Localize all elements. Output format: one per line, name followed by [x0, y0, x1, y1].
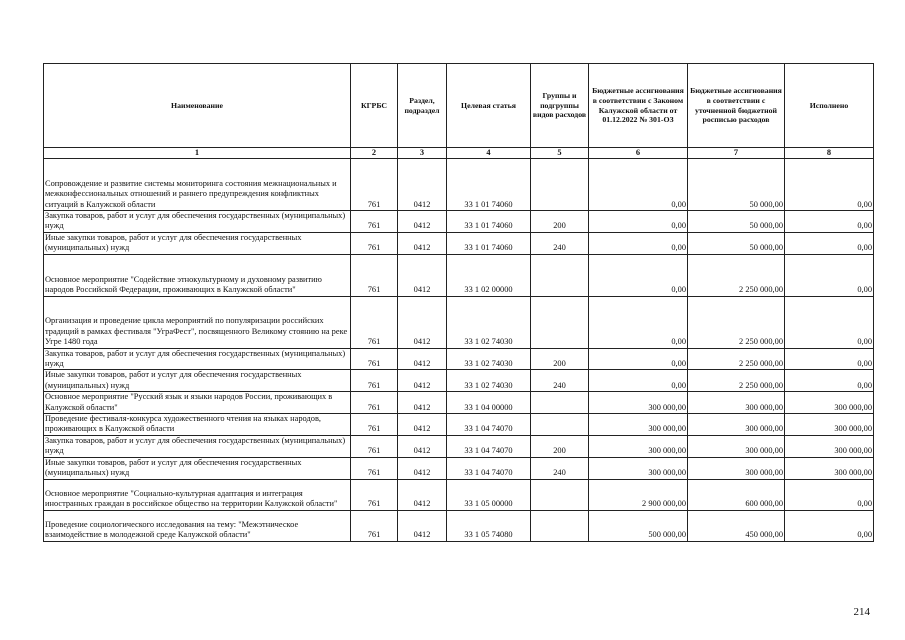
row-expense-group: 240	[531, 457, 589, 479]
row-plan-allocation: 2 250 000,00	[688, 348, 785, 370]
row-target-article: 33 1 04 74070	[447, 414, 531, 436]
row-name: Основное мероприятие "Содействие этнокультурному и духовному развитию народов Российской Федерации, проживающих в Калужской области"	[44, 254, 351, 296]
header-plan-allocation: Бюджетные ассигнования в соответствии с уточненной бюджетной росписью расходов	[688, 64, 785, 148]
row-target-article: 33 1 02 00000	[447, 254, 531, 296]
row-kgrbs: 761	[351, 392, 398, 414]
row-name: Основное мероприятие "Социально-культурная адаптация и интеграция иностранных граждан в российское общество на территории Калужской области"	[44, 479, 351, 510]
row-executed: 300 000,00	[785, 435, 874, 457]
header-kgrbs: КГРБС	[351, 64, 398, 148]
row-name: Закупка товаров, работ и услуг для обеспечения государственных (муниципальных) нужд	[44, 348, 351, 370]
row-kgrbs: 761	[351, 211, 398, 233]
row-law-allocation: 300 000,00	[589, 392, 688, 414]
column-number: 2	[351, 148, 398, 159]
table-row	[44, 254, 874, 296]
column-number-row	[44, 148, 874, 159]
row-name: Сопровождение и развитие системы мониторинга состояния межнациональных и межконфессиональных отношений и раннего предупреждения конфликтных ситуаций в Калужской области	[44, 159, 351, 211]
row-section: 0412	[398, 254, 447, 296]
row-section: 0412	[398, 510, 447, 541]
header-expense-group: Группы и подгруппы видов расходов	[531, 64, 589, 148]
row-law-allocation: 300 000,00	[589, 435, 688, 457]
row-target-article: 33 1 01 74060	[447, 159, 531, 211]
budget-table	[43, 63, 874, 542]
row-plan-allocation: 50 000,00	[688, 232, 785, 254]
row-target-article: 33 1 01 74060	[447, 232, 531, 254]
column-number: 4	[447, 148, 531, 159]
header-executed: Исполнено	[785, 64, 874, 148]
row-law-allocation: 300 000,00	[589, 457, 688, 479]
row-expense-group	[531, 254, 589, 296]
row-target-article: 33 1 05 00000	[447, 479, 531, 510]
row-target-article: 33 1 01 74060	[447, 211, 531, 233]
row-executed: 0,00	[785, 211, 874, 233]
row-kgrbs: 761	[351, 348, 398, 370]
row-law-allocation: 2 900 000,00	[589, 479, 688, 510]
table-row	[44, 435, 874, 457]
table-row	[44, 296, 874, 348]
column-number: 8	[785, 148, 874, 159]
header-section: Раздел, подраздел	[398, 64, 447, 148]
row-plan-allocation: 300 000,00	[688, 435, 785, 457]
row-kgrbs: 761	[351, 296, 398, 348]
row-law-allocation: 0,00	[589, 159, 688, 211]
table-row	[44, 457, 874, 479]
row-law-allocation: 0,00	[589, 370, 688, 392]
row-section: 0412	[398, 370, 447, 392]
row-name: Основное мероприятие "Русский язык и языки народов России, проживающих в Калужской области"	[44, 392, 351, 414]
row-executed: 0,00	[785, 479, 874, 510]
row-expense-group: 240	[531, 370, 589, 392]
row-target-article: 33 1 02 74030	[447, 296, 531, 348]
row-expense-group	[531, 414, 589, 436]
table-row	[44, 392, 874, 414]
row-section: 0412	[398, 232, 447, 254]
row-executed: 0,00	[785, 348, 874, 370]
row-plan-allocation: 450 000,00	[688, 510, 785, 541]
table-row	[44, 348, 874, 370]
row-kgrbs: 761	[351, 159, 398, 211]
row-name: Иные закупки товаров, работ и услуг для обеспечения государственных (муниципальных) нужд	[44, 457, 351, 479]
table-row	[44, 370, 874, 392]
row-law-allocation: 0,00	[589, 211, 688, 233]
row-executed: 0,00	[785, 510, 874, 541]
row-kgrbs: 761	[351, 457, 398, 479]
row-expense-group: 200	[531, 211, 589, 233]
row-expense-group	[531, 479, 589, 510]
row-name: Иные закупки товаров, работ и услуг для обеспечения государственных (муниципальных) нужд	[44, 370, 351, 392]
row-section: 0412	[398, 296, 447, 348]
row-plan-allocation: 2 250 000,00	[688, 296, 785, 348]
row-executed: 0,00	[785, 232, 874, 254]
row-section: 0412	[398, 211, 447, 233]
table-row	[44, 510, 874, 541]
row-kgrbs: 761	[351, 370, 398, 392]
row-law-allocation: 500 000,00	[589, 510, 688, 541]
header-law-allocation: Бюджетные ассигнования в соответствии с Законом Калужской области от 01.12.2022 № 301-ОЗ	[589, 64, 688, 148]
row-section: 0412	[398, 457, 447, 479]
row-law-allocation: 0,00	[589, 296, 688, 348]
column-number: 6	[589, 148, 688, 159]
row-section: 0412	[398, 479, 447, 510]
row-kgrbs: 761	[351, 479, 398, 510]
row-executed: 300 000,00	[785, 392, 874, 414]
table-row	[44, 414, 874, 436]
row-executed: 0,00	[785, 159, 874, 211]
row-target-article: 33 1 05 74080	[447, 510, 531, 541]
row-executed: 0,00	[785, 296, 874, 348]
row-plan-allocation: 2 250 000,00	[688, 370, 785, 392]
row-expense-group	[531, 296, 589, 348]
row-law-allocation: 0,00	[589, 232, 688, 254]
page-number: 214	[853, 606, 870, 618]
row-kgrbs: 761	[351, 254, 398, 296]
row-law-allocation: 0,00	[589, 348, 688, 370]
table-row	[44, 232, 874, 254]
row-expense-group	[531, 510, 589, 541]
row-section: 0412	[398, 159, 447, 211]
row-executed: 300 000,00	[785, 457, 874, 479]
row-name: Закупка товаров, работ и услуг для обеспечения государственных (муниципальных) нужд	[44, 211, 351, 233]
row-expense-group: 200	[531, 435, 589, 457]
row-law-allocation: 0,00	[589, 254, 688, 296]
row-target-article: 33 1 04 74070	[447, 435, 531, 457]
column-number: 1	[44, 148, 351, 159]
table-body	[44, 159, 874, 542]
row-section: 0412	[398, 414, 447, 436]
row-executed: 0,00	[785, 254, 874, 296]
row-name: Закупка товаров, работ и услуг для обеспечения государственных (муниципальных) нужд	[44, 435, 351, 457]
row-target-article: 33 1 04 74070	[447, 457, 531, 479]
row-kgrbs: 761	[351, 435, 398, 457]
row-plan-allocation: 50 000,00	[688, 159, 785, 211]
column-number: 5	[531, 148, 589, 159]
row-expense-group: 200	[531, 348, 589, 370]
row-kgrbs: 761	[351, 510, 398, 541]
row-name: Проведение фестиваля-конкурса художественного чтения на языках народов, проживающих в Калужской области	[44, 414, 351, 436]
table-row	[44, 479, 874, 510]
row-kgrbs: 761	[351, 414, 398, 436]
row-expense-group: 240	[531, 232, 589, 254]
header-target-article: Целевая статья	[447, 64, 531, 148]
row-executed: 300 000,00	[785, 414, 874, 436]
column-number: 3	[398, 148, 447, 159]
column-number: 7	[688, 148, 785, 159]
row-plan-allocation: 2 250 000,00	[688, 254, 785, 296]
row-name: Проведение социологического исследования на тему: "Межэтническое взаимодействие в молодежной среде Калужской области"	[44, 510, 351, 541]
row-section: 0412	[398, 392, 447, 414]
table-row	[44, 211, 874, 233]
row-plan-allocation: 600 000,00	[688, 479, 785, 510]
row-plan-allocation: 300 000,00	[688, 392, 785, 414]
row-section: 0412	[398, 435, 447, 457]
row-target-article: 33 1 02 74030	[447, 370, 531, 392]
row-plan-allocation: 300 000,00	[688, 457, 785, 479]
row-target-article: 33 1 04 00000	[447, 392, 531, 414]
header-name: Наименование	[44, 64, 351, 148]
row-kgrbs: 761	[351, 232, 398, 254]
header-row	[44, 64, 874, 148]
row-section: 0412	[398, 348, 447, 370]
row-name: Организация и проведение цикла мероприятий по популяризации российских традиций в рамках фестиваля "УграФест", посвященного Великому стоянию на реке Угре 1480 года	[44, 296, 351, 348]
row-plan-allocation: 50 000,00	[688, 211, 785, 233]
table-row	[44, 159, 874, 211]
row-name: Иные закупки товаров, работ и услуг для обеспечения государственных (муниципальных) нужд	[44, 232, 351, 254]
row-expense-group	[531, 392, 589, 414]
row-target-article: 33 1 02 74030	[447, 348, 531, 370]
row-executed: 0,00	[785, 370, 874, 392]
row-plan-allocation: 300 000,00	[688, 414, 785, 436]
row-law-allocation: 300 000,00	[589, 414, 688, 436]
row-expense-group	[531, 159, 589, 211]
